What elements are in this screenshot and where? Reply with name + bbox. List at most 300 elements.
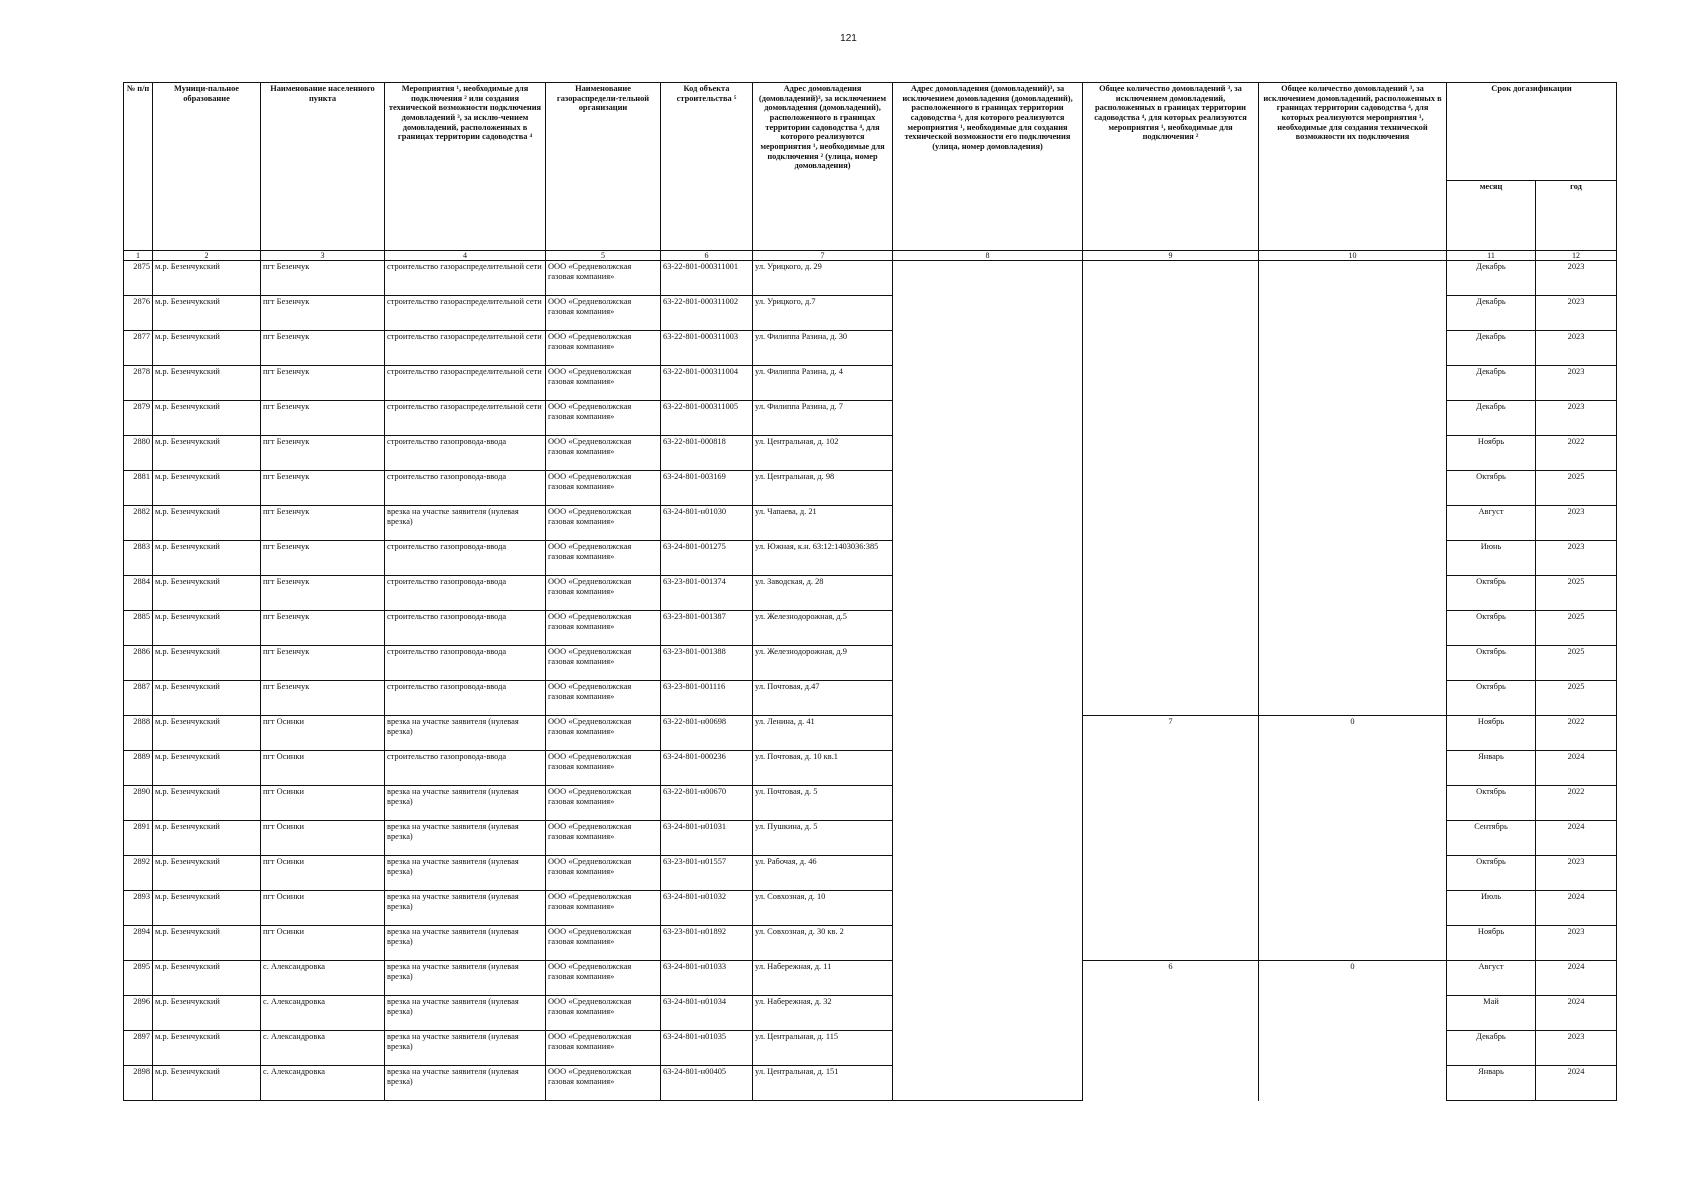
measure-cell: строительство газораспределительной сети [385,401,546,436]
tech-address-cell [893,716,1083,751]
object-code-cell: 63-22-801-000311002 [661,296,753,331]
row-number: 2890 [124,786,153,821]
object-code-cell: 63-24-801-003169 [661,471,753,506]
object-code-cell: 63-22-801-н00670 [661,786,753,821]
measure-cell: врезка на участке заявителя (нулевая врезка) [385,786,546,821]
object-code-cell: 63-23-801-н01557 [661,856,753,891]
settlement-cell: пгт Безенчук [261,611,385,646]
count-tech-cell [1259,576,1447,611]
municipality-cell: м.р. Безенчукский [153,996,261,1031]
address-cell: ул. Рабочая, д. 46 [753,856,893,891]
object-code-cell: 63-24-801-н01035 [661,1031,753,1066]
settlement-cell: пгт Безенчук [261,401,385,436]
address-cell: ул. Совхозная, д. 30 кв. 2 [753,926,893,961]
measure-cell: строительство газопровода-ввода [385,436,546,471]
object-code-cell: 63-23-801-001388 [661,646,753,681]
address-cell: ул. Центральная, д. 115 [753,1031,893,1066]
object-code-cell: 63-23-801-001387 [661,611,753,646]
address-cell: ул. Заводская, д. 28 [753,576,893,611]
municipality-cell: м.р. Безенчукский [153,576,261,611]
header-settlement: Наименование населенного пункта [261,83,385,251]
municipality-cell: м.р. Безенчукский [153,331,261,366]
row-number: 2895 [124,961,153,996]
measure-cell: строительство газораспределительной сети [385,366,546,401]
address-cell: ул. Почтовая, д. 10 кв.1 [753,751,893,786]
count-connection-cell [1083,856,1259,891]
count-connection-cell [1083,401,1259,436]
header-municipality: Муници-пальное образование [153,83,261,251]
count-tech-cell: 0 [1259,961,1447,996]
count-tech-cell [1259,856,1447,891]
header-num: № п/п [124,83,153,251]
count-tech-cell [1259,681,1447,716]
object-code-cell: 63-22-801-000311003 [661,331,753,366]
address-cell: ул. Почтовая, д. 5 [753,786,893,821]
count-tech-cell [1259,1031,1447,1066]
tech-address-cell [893,331,1083,366]
count-tech-cell [1259,611,1447,646]
organization-cell: ООО «Средневолжская газовая компания» [546,471,661,506]
measure-cell: строительство газопровода-ввода [385,576,546,611]
organization-cell: ООО «Средневолжская газовая компания» [546,401,661,436]
month-cell: Октябрь [1447,611,1536,646]
column-number: 10 [1259,251,1447,261]
row-number: 2881 [124,471,153,506]
municipality-cell: м.р. Безенчукский [153,436,261,471]
year-cell: 2022 [1536,436,1617,471]
municipality-cell: м.р. Безенчукский [153,1066,261,1101]
municipality-cell: м.р. Безенчукский [153,401,261,436]
count-connection-cell [1083,1066,1259,1101]
organization-cell: ООО «Средневолжская газовая компания» [546,1066,661,1101]
year-cell: 2025 [1536,471,1617,506]
count-tech-cell [1259,296,1447,331]
count-connection-cell [1083,471,1259,506]
organization-cell: ООО «Средневолжская газовая компания» [546,716,661,751]
table-row [124,646,1617,681]
tech-address-cell [893,681,1083,716]
count-connection-cell [1083,576,1259,611]
measure-cell: строительство газопровода-ввода [385,646,546,681]
header-count-tech: Общее количество домовладений ³, за исключением домовладений, расположенных в границах территории садоводства ⁴, для которых реализуются мероприятия ¹, необходимые для создания технической возможности их подключения [1259,83,1447,251]
count-tech-cell [1259,506,1447,541]
year-cell: 2023 [1536,506,1617,541]
month-cell: Сентябрь [1447,821,1536,856]
object-code-cell: 63-24-801-н01033 [661,961,753,996]
municipality-cell: м.р. Безенчукский [153,541,261,576]
organization-cell: ООО «Средневолжская газовая компания» [546,961,661,996]
year-cell: 2025 [1536,611,1617,646]
measure-cell: строительство газопровода-ввода [385,611,546,646]
table-row [124,891,1617,926]
organization-cell: ООО «Средневолжская газовая компания» [546,541,661,576]
settlement-cell: пгт Безенчук [261,541,385,576]
measure-cell: врезка на участке заявителя (нулевая врезка) [385,961,546,996]
tech-address-cell [893,646,1083,681]
month-cell: Август [1447,506,1536,541]
column-number: 7 [753,251,893,261]
count-tech-cell [1259,401,1447,436]
year-cell: 2023 [1536,296,1617,331]
count-tech-cell [1259,821,1447,856]
table-row [124,401,1617,436]
count-connection-cell [1083,296,1259,331]
measure-cell: строительство газораспределительной сети [385,261,546,296]
column-number: 4 [385,251,546,261]
row-number: 2875 [124,261,153,296]
settlement-cell: пгт Безенчук [261,331,385,366]
address-cell: ул. Южная, к.н. 63:12:1403036:385 [753,541,893,576]
row-number: 2894 [124,926,153,961]
tech-address-cell [893,471,1083,506]
municipality-cell: м.р. Безенчукский [153,1031,261,1066]
year-cell: 2023 [1536,856,1617,891]
count-connection-cell [1083,821,1259,856]
month-cell: Декабрь [1447,331,1536,366]
column-number: 12 [1536,251,1617,261]
organization-cell: ООО «Средневолжская газовая компания» [546,891,661,926]
tech-address-cell [893,751,1083,786]
month-cell: Декабрь [1447,1031,1536,1066]
row-number: 2878 [124,366,153,401]
address-cell: ул. Центральная, д. 102 [753,436,893,471]
address-cell: ул. Железнодорожная, д.5 [753,611,893,646]
table-row [124,926,1617,961]
year-cell: 2022 [1536,786,1617,821]
year-cell: 2024 [1536,821,1617,856]
settlement-cell: пгт Безенчук [261,261,385,296]
address-cell: ул. Набережная, д. 32 [753,996,893,1031]
municipality-cell: м.р. Безенчукский [153,821,261,856]
count-connection-cell [1083,261,1259,296]
year-cell: 2023 [1536,926,1617,961]
object-code-cell: 63-24-801-001275 [661,541,753,576]
object-code-cell: 63-23-801-н01892 [661,926,753,961]
header-count-connection: Общее количество домовладений ³, за исключением домовладений, расположенных в границах территории садоводства ⁴, для которых реализуются мероприятия ¹, необходимые для подключения ² [1083,83,1259,251]
organization-cell: ООО «Средневолжская газовая компания» [546,996,661,1031]
count-connection-cell [1083,681,1259,716]
settlement-cell: пгт Безенчук [261,296,385,331]
count-connection-cell [1083,751,1259,786]
row-number: 2882 [124,506,153,541]
row-number: 2887 [124,681,153,716]
municipality-cell: м.р. Безенчукский [153,716,261,751]
measure-cell: врезка на участке заявителя (нулевая врезка) [385,716,546,751]
year-cell: 2025 [1536,681,1617,716]
column-number: 2 [153,251,261,261]
table-row [124,786,1617,821]
settlement-cell: с. Александровка [261,961,385,996]
count-connection-cell [1083,926,1259,961]
address-cell: ул. Филиппа Разина, д. 4 [753,366,893,401]
count-tech-cell [1259,471,1447,506]
count-tech-cell [1259,786,1447,821]
organization-cell: ООО «Средневолжская газовая компания» [546,296,661,331]
settlement-cell: пгт Осинки [261,926,385,961]
settlement-cell: пгт Осинки [261,716,385,751]
month-cell: Октябрь [1447,471,1536,506]
count-connection-cell: 6 [1083,961,1259,996]
row-number: 2885 [124,611,153,646]
object-code-cell: 63-24-801-000236 [661,751,753,786]
address-cell: ул. Ленина, д. 41 [753,716,893,751]
settlement-cell: пгт Осинки [261,751,385,786]
object-code-cell: 63-24-801-н01032 [661,891,753,926]
tech-address-cell [893,926,1083,961]
tech-address-cell [893,1066,1083,1101]
municipality-cell: м.р. Безенчукский [153,366,261,401]
measure-cell: строительство газопровода-ввода [385,751,546,786]
object-code-cell: 63-22-801-000311004 [661,366,753,401]
table-row [124,716,1617,751]
year-cell: 2024 [1536,1066,1617,1101]
year-cell: 2023 [1536,401,1617,436]
settlement-cell: пгт Безенчук [261,506,385,541]
settlement-cell: пгт Осинки [261,856,385,891]
year-cell: 2023 [1536,541,1617,576]
year-cell: 2025 [1536,646,1617,681]
row-number: 2889 [124,751,153,786]
organization-cell: ООО «Средневолжская газовая компания» [546,576,661,611]
month-cell: Июль [1447,891,1536,926]
row-number: 2898 [124,1066,153,1101]
table-row [124,1031,1617,1066]
municipality-cell: м.р. Безенчукский [153,891,261,926]
row-number: 2892 [124,856,153,891]
tech-address-cell [893,541,1083,576]
settlement-cell: с. Александровка [261,1066,385,1101]
count-connection-cell: 7 [1083,716,1259,751]
count-connection-cell [1083,366,1259,401]
count-connection-cell [1083,1031,1259,1066]
measure-cell: врезка на участке заявителя (нулевая врезка) [385,926,546,961]
address-cell: ул. Филиппа Разина, д. 30 [753,331,893,366]
municipality-cell: м.р. Безенчукский [153,786,261,821]
settlement-cell: пгт Безенчук [261,681,385,716]
measure-cell: врезка на участке заявителя (нулевая врезка) [385,506,546,541]
municipality-cell: м.р. Безенчукский [153,506,261,541]
municipality-cell: м.р. Безенчукский [153,856,261,891]
count-connection-cell [1083,611,1259,646]
row-number: 2896 [124,996,153,1031]
settlement-cell: с. Александровка [261,996,385,1031]
count-tech-cell [1259,751,1447,786]
count-connection-cell [1083,506,1259,541]
table-row [124,576,1617,611]
settlement-cell: пгт Осинки [261,786,385,821]
column-number: 3 [261,251,385,261]
year-cell: 2024 [1536,751,1617,786]
object-code-cell: 63-22-801-000818 [661,436,753,471]
row-number: 2897 [124,1031,153,1066]
settlement-cell: пгт Осинки [261,821,385,856]
settlement-cell: пгт Безенчук [261,366,385,401]
table-row [124,506,1617,541]
organization-cell: ООО «Средневолжская газовая компания» [546,506,661,541]
tech-address-cell [893,1031,1083,1066]
year-cell: 2024 [1536,996,1617,1031]
table-row [124,261,1617,296]
address-cell: ул. Совхозная, д. 10 [753,891,893,926]
table-row [124,751,1617,786]
header-deadline: Срок догазификации [1447,83,1617,181]
object-code-cell: 63-22-801-н00698 [661,716,753,751]
count-tech-cell [1259,926,1447,961]
organization-cell: ООО «Средневолжская газовая компания» [546,436,661,471]
municipality-cell: м.р. Безенчукский [153,296,261,331]
count-connection-cell [1083,646,1259,681]
year-cell: 2023 [1536,261,1617,296]
header-month: месяц [1447,181,1536,251]
page-number: 121 [840,33,857,44]
table-row [124,296,1617,331]
column-numbers-row [124,251,1617,261]
table-body [124,261,1617,1101]
count-connection-cell [1083,436,1259,471]
month-cell: Ноябрь [1447,436,1536,471]
object-code-cell: 63-24-801-н01030 [661,506,753,541]
year-cell: 2025 [1536,576,1617,611]
municipality-cell: м.р. Безенчукский [153,611,261,646]
year-cell: 2024 [1536,961,1617,996]
month-cell: Май [1447,996,1536,1031]
row-number: 2877 [124,331,153,366]
month-cell: Январь [1447,751,1536,786]
municipality-cell: м.р. Безенчукский [153,961,261,996]
month-cell: Октябрь [1447,646,1536,681]
organization-cell: ООО «Средневолжская газовая компания» [546,751,661,786]
month-cell: Июнь [1447,541,1536,576]
tech-address-cell [893,821,1083,856]
municipality-cell: м.р. Безенчукский [153,751,261,786]
address-cell: ул. Железнодорожная, д.9 [753,646,893,681]
settlement-cell: с. Александровка [261,1031,385,1066]
address-cell: ул. Почтовая, д.47 [753,681,893,716]
municipality-cell: м.р. Безенчукский [153,681,261,716]
count-tech-cell [1259,331,1447,366]
tech-address-cell [893,576,1083,611]
column-number: 11 [1447,251,1536,261]
header-address-tech: Адрес домовладения (домовладений)³, за исключением домовладения (домовладений), расположенного в границах территории садоводства ⁴, для которого реализуются мероприятия ¹, необходимые для создания технической возможности его подключения (улица, номер домовладения) [893,83,1083,251]
row-number: 2880 [124,436,153,471]
count-tech-cell [1259,1066,1447,1101]
object-code-cell: 63-23-801-001116 [661,681,753,716]
year-cell: 2024 [1536,891,1617,926]
object-code-cell: 63-24-801-н01031 [661,821,753,856]
tech-address-cell [893,611,1083,646]
year-cell: 2023 [1536,331,1617,366]
header-object-code: Код объекта строительства ⁵ [661,83,753,251]
measure-cell: врезка на участке заявителя (нулевая врезка) [385,996,546,1031]
table-row [124,856,1617,891]
table-row [124,331,1617,366]
address-cell: ул. Чапаева, д. 21 [753,506,893,541]
measure-cell: строительство газопровода-ввода [385,471,546,506]
address-cell: ул. Урицкого, д.7 [753,296,893,331]
count-connection-cell [1083,541,1259,576]
row-number: 2876 [124,296,153,331]
row-number: 2886 [124,646,153,681]
month-cell: Декабрь [1447,401,1536,436]
column-number: 8 [893,251,1083,261]
object-code-cell: 63-24-801-н00405 [661,1066,753,1101]
organization-cell: ООО «Средневолжская газовая компания» [546,1031,661,1066]
organization-cell: ООО «Средневолжская газовая компания» [546,331,661,366]
municipality-cell: м.р. Безенчукский [153,646,261,681]
measure-cell: врезка на участке заявителя (нулевая врезка) [385,856,546,891]
column-number: 6 [661,251,753,261]
row-number: 2883 [124,541,153,576]
address-cell: ул. Набережная, д. 11 [753,961,893,996]
row-number: 2891 [124,821,153,856]
month-cell: Октябрь [1447,786,1536,821]
organization-cell: ООО «Средневолжская газовая компания» [546,681,661,716]
table-row [124,611,1617,646]
measure-cell: строительство газораспределительной сети [385,296,546,331]
measure-cell: строительство газопровода-ввода [385,681,546,716]
settlement-cell: пгт Безенчук [261,576,385,611]
organization-cell: ООО «Средневолжская газовая компания» [546,646,661,681]
month-cell: Октябрь [1447,856,1536,891]
table-row [124,436,1617,471]
address-cell: ул. Филиппа Разина, д. 7 [753,401,893,436]
measure-cell: врезка на участке заявителя (нулевая врезка) [385,821,546,856]
count-connection-cell [1083,786,1259,821]
tech-address-cell [893,296,1083,331]
tech-address-cell [893,961,1083,996]
table-row [124,961,1617,996]
header-organization: Наименование газораспредели-тельной организации [546,83,661,251]
measure-cell: строительство газораспределительной сети [385,331,546,366]
row-number: 2879 [124,401,153,436]
count-tech-cell [1259,891,1447,926]
month-cell: Ноябрь [1447,926,1536,961]
count-connection-cell [1083,891,1259,926]
count-tech-cell [1259,436,1447,471]
count-tech-cell [1259,996,1447,1031]
tech-address-cell [893,996,1083,1031]
month-cell: Январь [1447,1066,1536,1101]
month-cell: Август [1447,961,1536,996]
month-cell: Октябрь [1447,681,1536,716]
row-number: 2893 [124,891,153,926]
settlement-cell: пгт Безенчук [261,436,385,471]
organization-cell: ООО «Средневолжская газовая компания» [546,611,661,646]
month-cell: Декабрь [1447,296,1536,331]
tech-address-cell [893,856,1083,891]
settlement-cell: пгт Безенчук [261,471,385,506]
year-cell: 2022 [1536,716,1617,751]
row-number: 2884 [124,576,153,611]
year-cell: 2023 [1536,1031,1617,1066]
tech-address-cell [893,436,1083,471]
tech-address-cell [893,891,1083,926]
object-code-cell: 63-22-801-000311005 [661,401,753,436]
settlement-cell: пгт Безенчук [261,646,385,681]
count-tech-cell [1259,261,1447,296]
tech-address-cell [893,401,1083,436]
address-cell: ул. Урицкого, д. 29 [753,261,893,296]
tech-address-cell [893,786,1083,821]
measure-cell: врезка на участке заявителя (нулевая врезка) [385,891,546,926]
count-tech-cell [1259,541,1447,576]
object-code-cell: 63-23-801-001374 [661,576,753,611]
month-cell: Ноябрь [1447,716,1536,751]
address-cell: ул. Центральная, д. 98 [753,471,893,506]
organization-cell: ООО «Средневолжская газовая компания» [546,786,661,821]
organization-cell: ООО «Средневолжская газовая компания» [546,261,661,296]
gasification-table [123,82,1617,1101]
